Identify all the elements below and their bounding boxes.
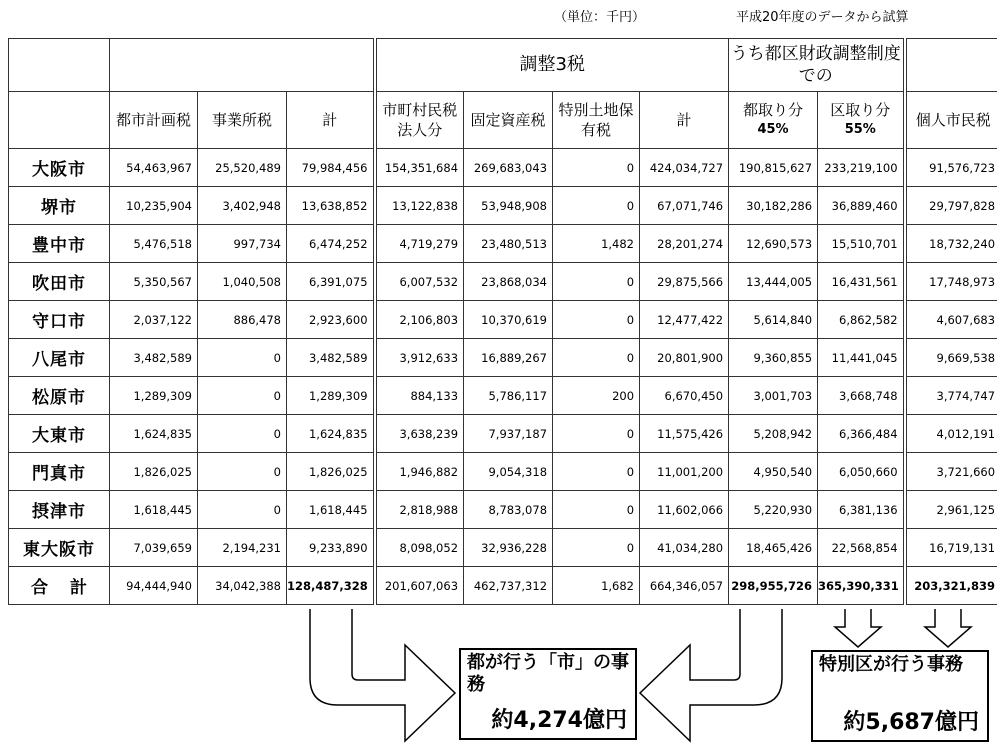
cell-kotei: 16,889,267 bbox=[464, 339, 553, 377]
cell-kotei: 5,786,117 bbox=[464, 377, 553, 415]
cell-jigyosho: 1,040,508 bbox=[198, 263, 287, 301]
cell-toshi-keikaku: 10,235,904 bbox=[110, 187, 198, 225]
cell-subtotal2: 664,346,057 bbox=[640, 567, 729, 605]
cell-kojin: 91,576,723 bbox=[905, 149, 997, 187]
cell-kojin: 203,321,839 bbox=[905, 567, 997, 605]
row-label: 門真市 bbox=[9, 453, 110, 491]
cell-tokubetsu-tochi: 0 bbox=[553, 491, 640, 529]
group-header-tokubetsu: うち都区財政調整制度での bbox=[729, 39, 905, 92]
row-label: 摂津市 bbox=[9, 491, 110, 529]
cell-jigyosho: 0 bbox=[198, 415, 287, 453]
cell-shichoson: 884,133 bbox=[375, 377, 464, 415]
cell-subtotal2: 11,575,426 bbox=[640, 415, 729, 453]
cell-jigyosho: 25,520,489 bbox=[198, 149, 287, 187]
cell-toshi-keikaku: 1,618,445 bbox=[110, 491, 198, 529]
cell-subtotal2: 11,001,200 bbox=[640, 453, 729, 491]
col-header-kojin: 個人市民税 bbox=[905, 92, 997, 149]
cell-kojin: 4,607,683 bbox=[905, 301, 997, 339]
cell-to-share: 298,955,726 bbox=[729, 567, 818, 605]
cell-to-share: 5,614,840 bbox=[729, 301, 818, 339]
cell-ku-share: 6,050,660 bbox=[818, 453, 905, 491]
group-header-chosei: 調整3税 bbox=[375, 39, 729, 92]
cell-tokubetsu-tochi: 0 bbox=[553, 301, 640, 339]
cell-subtotal1: 1,618,445 bbox=[287, 491, 375, 529]
arrow-left-to-city-box bbox=[310, 609, 455, 741]
arrow-right-to-city-box bbox=[640, 609, 782, 741]
cell-shichoson: 1,946,882 bbox=[375, 453, 464, 491]
cell-shichoson: 3,638,239 bbox=[375, 415, 464, 453]
basis-note: 平成20年度のデータから試算 bbox=[736, 10, 909, 25]
cell-kotei: 23,480,513 bbox=[464, 225, 553, 263]
cell-subtotal2: 28,201,274 bbox=[640, 225, 729, 263]
cell-kotei: 462,737,312 bbox=[464, 567, 553, 605]
col-header-kotei: 固定資産税 bbox=[464, 92, 553, 149]
cell-kotei: 8,783,078 bbox=[464, 491, 553, 529]
cell-ku-share: 15,510,701 bbox=[818, 225, 905, 263]
cell-toshi-keikaku: 3,482,589 bbox=[110, 339, 198, 377]
cell-jigyosho: 3,402,948 bbox=[198, 187, 287, 225]
city-duties-label: 都が行う「市」の事務 bbox=[467, 652, 629, 695]
cell-toshi-keikaku: 2,037,122 bbox=[110, 301, 198, 339]
cell-kotei: 32,936,228 bbox=[464, 529, 553, 567]
cell-tokubetsu-tochi: 0 bbox=[553, 415, 640, 453]
city-duties-box bbox=[459, 648, 637, 740]
cell-shichoson: 4,719,279 bbox=[375, 225, 464, 263]
cell-subtotal1: 1,624,835 bbox=[287, 415, 375, 453]
row-label: 八尾市 bbox=[9, 339, 110, 377]
col-header-toshi-keikaku: 都市計画税 bbox=[110, 92, 198, 149]
cell-ku-share: 11,441,045 bbox=[818, 339, 905, 377]
cell-subtotal1: 13,638,852 bbox=[287, 187, 375, 225]
row-label: 合計 bbox=[9, 567, 110, 605]
cell-subtotal1: 1,289,309 bbox=[287, 377, 375, 415]
ku-share-label: 区取り分 bbox=[830, 101, 891, 119]
cell-subtotal2: 11,602,066 bbox=[640, 491, 729, 529]
cell-subtotal1: 6,474,252 bbox=[287, 225, 375, 263]
cell-toshi-keikaku: 1,289,309 bbox=[110, 377, 198, 415]
city-duties-amount: 約4,274億円 bbox=[491, 708, 627, 733]
cell-kojin: 9,669,538 bbox=[905, 339, 997, 377]
arrow-down-right-to-ward-box bbox=[925, 609, 971, 647]
cell-kotei: 10,370,619 bbox=[464, 301, 553, 339]
cell-shichoson: 6,007,532 bbox=[375, 263, 464, 301]
cell-kojin: 4,012,191 bbox=[905, 415, 997, 453]
cell-shichoson: 13,122,838 bbox=[375, 187, 464, 225]
cell-kojin: 16,719,131 bbox=[905, 529, 997, 567]
cell-tokubetsu-tochi: 0 bbox=[553, 453, 640, 491]
row-label: 東大阪市 bbox=[9, 529, 110, 567]
cell-ku-share: 36,889,460 bbox=[818, 187, 905, 225]
cell-jigyosho: 34,042,388 bbox=[198, 567, 287, 605]
cell-ku-share: 6,381,136 bbox=[818, 491, 905, 529]
cell-ku-share: 22,568,854 bbox=[818, 529, 905, 567]
cell-toshi-keikaku: 7,039,659 bbox=[110, 529, 198, 567]
cell-shichoson: 2,106,803 bbox=[375, 301, 464, 339]
col-header-tokubetsu-tochi: 特別土地保有税 bbox=[553, 92, 640, 149]
cell-subtotal2: 41,034,280 bbox=[640, 529, 729, 567]
col-header-subtotal2: 計 bbox=[640, 92, 729, 149]
cell-tokubetsu-tochi: 200 bbox=[553, 377, 640, 415]
arrow-down-left-to-ward-box bbox=[835, 609, 881, 647]
cell-ku-share: 6,862,582 bbox=[818, 301, 905, 339]
cell-jigyosho: 0 bbox=[198, 491, 287, 529]
cell-subtotal2: 29,875,566 bbox=[640, 263, 729, 301]
cell-tokubetsu-tochi: 0 bbox=[553, 149, 640, 187]
cell-ku-share: 3,668,748 bbox=[818, 377, 905, 415]
cell-kotei: 269,683,043 bbox=[464, 149, 553, 187]
ward-duties-amount: 約5,687億円 bbox=[843, 710, 979, 735]
cell-kojin: 3,774,747 bbox=[905, 377, 997, 415]
cell-subtotal1: 2,923,600 bbox=[287, 301, 375, 339]
row-label: 吹田市 bbox=[9, 263, 110, 301]
cell-jigyosho: 886,478 bbox=[198, 301, 287, 339]
cell-tokubetsu-tochi: 0 bbox=[553, 529, 640, 567]
cell-subtotal2: 12,477,422 bbox=[640, 301, 729, 339]
cell-kojin: 29,797,828 bbox=[905, 187, 997, 225]
cell-ku-share: 16,431,561 bbox=[818, 263, 905, 301]
cell-toshi-keikaku: 1,624,835 bbox=[110, 415, 198, 453]
cell-to-share: 3,001,703 bbox=[729, 377, 818, 415]
ward-duties-box bbox=[811, 650, 989, 742]
cell-kotei: 9,054,318 bbox=[464, 453, 553, 491]
cell-toshi-keikaku: 94,444,940 bbox=[110, 567, 198, 605]
cell-subtotal1: 128,487,328 bbox=[287, 567, 375, 605]
cell-tokubetsu-tochi: 0 bbox=[553, 187, 640, 225]
cell-jigyosho: 0 bbox=[198, 377, 287, 415]
cell-subtotal2: 67,071,746 bbox=[640, 187, 729, 225]
cell-to-share: 5,220,930 bbox=[729, 491, 818, 529]
row-label: 豊中市 bbox=[9, 225, 110, 263]
cell-jigyosho: 0 bbox=[198, 453, 287, 491]
to-share-label: 都取り分 bbox=[743, 101, 804, 119]
cell-to-share: 13,444,005 bbox=[729, 263, 818, 301]
cell-kojin: 3,721,660 bbox=[905, 453, 997, 491]
cell-ku-share: 6,366,484 bbox=[818, 415, 905, 453]
row-label: 大東市 bbox=[9, 415, 110, 453]
ku-share-pct: 55% bbox=[844, 122, 876, 137]
cell-kojin: 17,748,973 bbox=[905, 263, 997, 301]
cell-kotei: 7,937,187 bbox=[464, 415, 553, 453]
row-label: 堺市 bbox=[9, 187, 110, 225]
cell-tokubetsu-tochi: 0 bbox=[553, 263, 640, 301]
cell-subtotal1: 3,482,589 bbox=[287, 339, 375, 377]
cell-toshi-keikaku: 5,350,567 bbox=[110, 263, 198, 301]
cell-toshi-keikaku: 1,826,025 bbox=[110, 453, 198, 491]
cell-shichoson: 3,912,633 bbox=[375, 339, 464, 377]
cell-subtotal1: 6,391,075 bbox=[287, 263, 375, 301]
cell-shichoson: 8,098,052 bbox=[375, 529, 464, 567]
col-header-subtotal1: 計 bbox=[287, 92, 375, 149]
row-label: 松原市 bbox=[9, 377, 110, 415]
cell-jigyosho: 997,734 bbox=[198, 225, 287, 263]
cell-subtotal2: 424,034,727 bbox=[640, 149, 729, 187]
cell-jigyosho: 2,194,231 bbox=[198, 529, 287, 567]
cell-kojin: 18,732,240 bbox=[905, 225, 997, 263]
cell-toshi-keikaku: 5,476,518 bbox=[110, 225, 198, 263]
unit-note: （単位：千円） bbox=[554, 10, 646, 25]
cell-tokubetsu-tochi: 0 bbox=[553, 339, 640, 377]
cell-to-share: 4,950,540 bbox=[729, 453, 818, 491]
cell-subtotal2: 20,801,900 bbox=[640, 339, 729, 377]
cell-subtotal1: 1,826,025 bbox=[287, 453, 375, 491]
to-share-pct: 45% bbox=[757, 122, 789, 137]
row-label: 守口市 bbox=[9, 301, 110, 339]
ward-duties-label: 特別区が行う事務 bbox=[819, 654, 963, 675]
cell-tokubetsu-tochi: 1,682 bbox=[553, 567, 640, 605]
cell-ku-share: 233,219,100 bbox=[818, 149, 905, 187]
cell-subtotal1: 79,984,456 bbox=[287, 149, 375, 187]
col-header-shichoson: 市町村民税法人分 bbox=[375, 92, 464, 149]
cell-shichoson: 201,607,063 bbox=[375, 567, 464, 605]
cell-kojin: 2,961,125 bbox=[905, 491, 997, 529]
cell-tokubetsu-tochi: 1,482 bbox=[553, 225, 640, 263]
cell-to-share: 12,690,573 bbox=[729, 225, 818, 263]
row-label: 大阪市 bbox=[9, 149, 110, 187]
cell-jigyosho: 0 bbox=[198, 339, 287, 377]
cell-subtotal1: 9,233,890 bbox=[287, 529, 375, 567]
cell-shichoson: 2,818,988 bbox=[375, 491, 464, 529]
cell-ku-share: 365,390,331 bbox=[818, 567, 905, 605]
col-header-jigyosho: 事業所税 bbox=[198, 92, 287, 149]
cell-to-share: 5,208,942 bbox=[729, 415, 818, 453]
cell-kotei: 53,948,908 bbox=[464, 187, 553, 225]
cell-to-share: 30,182,286 bbox=[729, 187, 818, 225]
cell-to-share: 9,360,855 bbox=[729, 339, 818, 377]
cell-to-share: 18,465,426 bbox=[729, 529, 818, 567]
cell-toshi-keikaku: 54,463,967 bbox=[110, 149, 198, 187]
cell-shichoson: 154,351,684 bbox=[375, 149, 464, 187]
cell-to-share: 190,815,627 bbox=[729, 149, 818, 187]
cell-kotei: 23,868,034 bbox=[464, 263, 553, 301]
cell-subtotal2: 6,670,450 bbox=[640, 377, 729, 415]
